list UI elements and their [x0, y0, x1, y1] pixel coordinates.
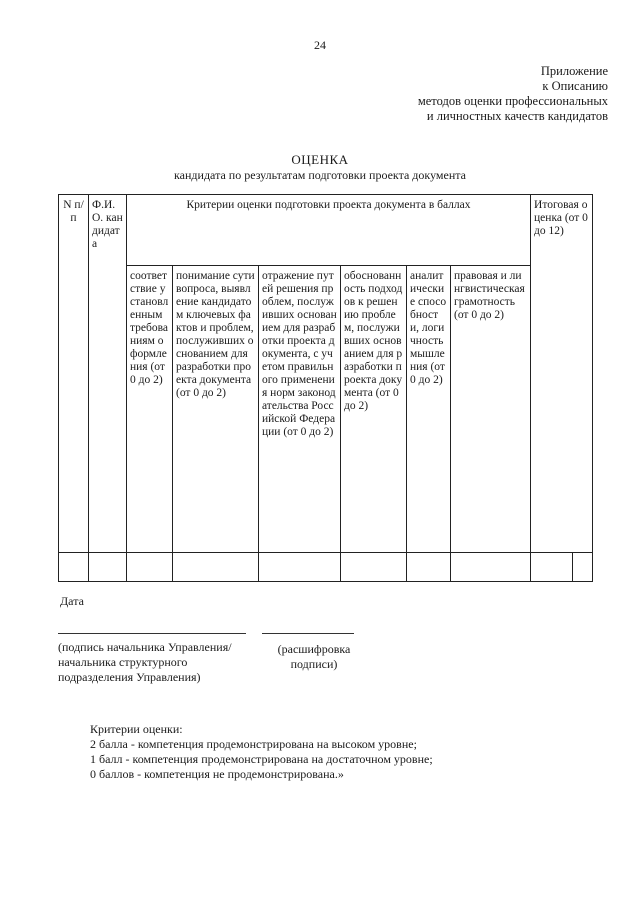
signature-name-line — [262, 633, 354, 634]
page-number: 24 — [314, 38, 326, 52]
document-title: ОЦЕНКА — [291, 152, 349, 167]
header-criteria: Критерии оценки подготовки проекта документа в баллах — [127, 195, 531, 266]
empty-cell — [259, 553, 341, 582]
criteria-heading: Критерии оценки: — [90, 722, 183, 736]
criterion-cell: правовая и лингвистическая грамотность (от 0 до 2) — [451, 266, 531, 553]
criteria-notes — [90, 722, 433, 782]
appendix-line: и личностных качеств кандидатов — [426, 109, 608, 123]
empty-cell — [127, 553, 173, 582]
criteria-row — [59, 266, 593, 553]
criteria-item: 0 баллов - компетенция не продемонстрирована.» — [90, 767, 344, 781]
header-num: N п/п — [59, 195, 89, 553]
criteria-item: 2 балла - компетенция продемонстрирована на высоком уровне; — [90, 737, 417, 751]
empty-cell — [173, 553, 259, 582]
header-fio: Ф.И.О. кандидата — [89, 195, 127, 553]
empty-cell — [573, 553, 593, 582]
criterion-cell: соответствие установленным требованиям оформления (от 0 до 2) — [127, 266, 173, 553]
appendix-line: методов оценки профессиональных — [417, 94, 608, 108]
criterion-cell: понимание сути вопроса, выявление кандидатом ключевых фактов и проблем, послуживших основанием для разработки проекта документа (от 0 до 2) — [173, 266, 259, 553]
empty-cell — [341, 553, 407, 582]
appendix-block — [418, 64, 608, 124]
empty-row — [59, 553, 593, 582]
criterion-cell: отражение путей решения проблем, послуживших основанием для разработки проекта документа, с учетом правильного применения норм законодательства Российской Федерации (от 0 до 2) — [259, 266, 341, 553]
empty-cell — [451, 553, 531, 582]
empty-cell — [59, 553, 89, 582]
criteria-item: 1 балл - компетенция продемонстрирована на достаточном уровне; — [90, 752, 433, 766]
criterion-cell: обоснованность подходов к решению проблем, послуживших основанием для разработки проекта документа (от 0 до 2) — [341, 266, 407, 553]
criterion-cell: аналитические способности, логичность мышления (от 0 до 2) — [407, 266, 451, 553]
signature-caption — [58, 640, 248, 685]
date-label: Дата — [60, 594, 84, 608]
signature-caption-text: (подпись начальника Управления/начальника структурного подразделения Управления) — [58, 640, 232, 684]
document-subtitle: кандидата по результатам подготовки проекта документа — [174, 168, 466, 182]
evaluation-table — [58, 194, 593, 582]
signature-line — [58, 633, 246, 634]
appendix-line: Приложение — [540, 64, 608, 78]
signature-name-caption: (расшифровка подписи) — [277, 642, 351, 671]
appendix-line: к Описанию — [542, 79, 608, 93]
table-header-row — [59, 195, 593, 266]
empty-cell — [89, 553, 127, 582]
empty-cell — [531, 553, 573, 582]
header-total: Итоговая оценка (от 0 до 12) — [531, 195, 593, 553]
empty-cell — [407, 553, 451, 582]
